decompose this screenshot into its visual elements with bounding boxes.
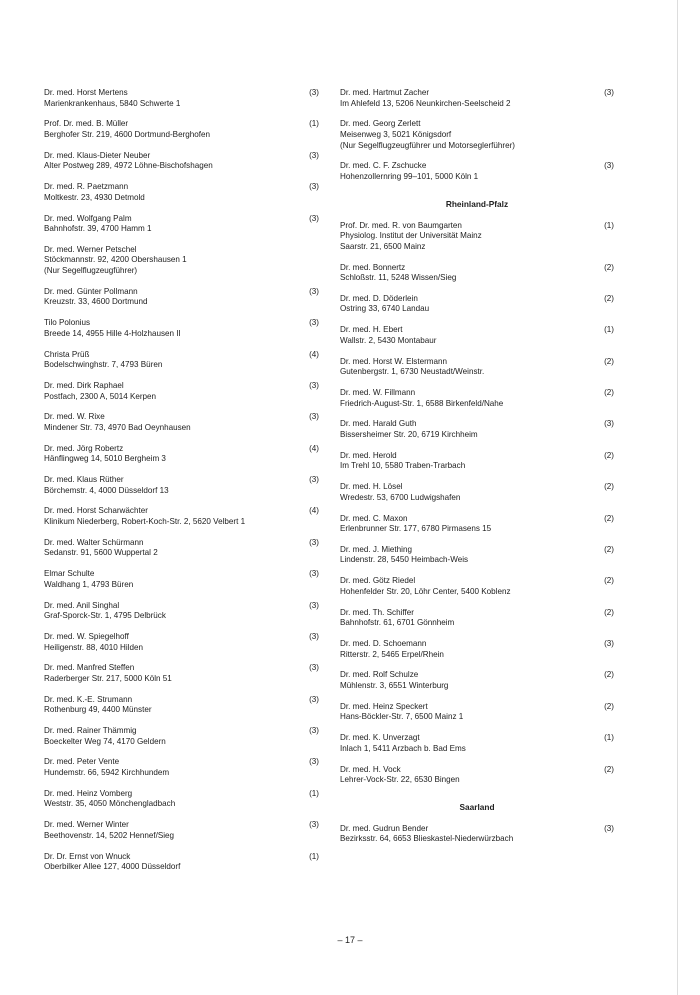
entry-address-line: Hohenzollernring 99–101, 5000 Köln 1 <box>340 171 479 181</box>
entry-code: (2) <box>604 764 614 774</box>
entry-name: Dr. med. Horst W. Elstermann <box>340 356 448 366</box>
directory-entry <box>340 88 614 109</box>
entry-name: Dr. med. H. Lösel <box>340 482 403 492</box>
directory-entry <box>340 325 614 346</box>
entry-address-line: Bahnhofstr. 61, 6701 Gönnheim <box>340 618 455 628</box>
entry-code: (3) <box>309 694 319 704</box>
entry-code: (4) <box>309 506 319 516</box>
entry-name: Dr. med. K. Unverzagt <box>340 733 420 743</box>
entry-address-line: Breede 14, 4955 Hille 4-Holzhausen II <box>44 328 181 338</box>
directory-entry <box>44 318 319 339</box>
entry-address-line: Meisenweg 3, 5021 Königsdorf <box>340 129 452 139</box>
entry-code: (3) <box>309 726 319 736</box>
entry-address-line: Berghofer Str. 219, 4600 Dortmund-Berghofen <box>44 129 211 139</box>
entry-code: (3) <box>309 150 319 160</box>
entry-name: Dr. med. W. Spiegelhoff <box>44 631 129 641</box>
entry-code: (1) <box>604 733 614 743</box>
entry-name: Tilo Polonius <box>44 318 91 328</box>
entry-address-line: Oberbilker Allee 127, 4000 Düsseldorf <box>44 862 181 872</box>
entry-code: (2) <box>604 670 614 680</box>
entry-address-line: Mühlenstr. 3, 6551 Winterburg <box>340 680 449 690</box>
entry-address-line: Lindenstr. 28, 5450 Heimbach-Weis <box>340 555 469 565</box>
directory-entry <box>44 412 319 433</box>
directory-entry <box>340 388 614 409</box>
entry-address-line: Waldhang 1, 4793 Büren <box>44 579 134 589</box>
directory-entry <box>44 287 319 308</box>
entry-code: (3) <box>309 182 319 192</box>
directory-entry <box>340 221 614 253</box>
entry-address-line: Friedrich-August-Str. 1, 6588 Birkenfeld/Nahe <box>340 398 504 408</box>
entry-address-line: Physiolog. Institut der Universität Mainz <box>340 231 482 241</box>
entry-address-line: Im Ahlefeld 13, 5206 Neunkirchen-Seelscheid 2 <box>340 98 511 108</box>
entry-code: (1) <box>309 788 319 798</box>
entry-code: (2) <box>604 701 614 711</box>
entry-code: (3) <box>309 600 319 610</box>
directory-entry <box>44 182 319 203</box>
entry-name: Christa Prüß <box>44 349 90 359</box>
entry-name: Dr. med. R. Paetzmann <box>44 182 129 192</box>
entry-address-line: Raderberger Str. 217, 5000 Köln 51 <box>44 673 172 683</box>
nrw-continued-list <box>340 88 614 183</box>
entry-name: Dr. med. Dirk Raphael <box>44 380 124 390</box>
entry-name: Dr. med. K.-E. Strumann <box>44 694 133 704</box>
entry-name: Dr. med. Hartmut Zacher <box>340 88 430 97</box>
directory-entry <box>340 545 614 566</box>
entry-code: (3) <box>309 475 319 485</box>
entry-code: (3) <box>604 639 614 648</box>
directory-entry <box>340 608 614 629</box>
entry-address-line: Inlach 1, 5411 Arzbach b. Bad Ems <box>340 743 466 753</box>
entry-address-line: Gutenbergstr. 1, 6730 Neustadt/Weinstr. <box>340 367 485 377</box>
entry-name: Dr. med. H. Vock <box>340 764 401 774</box>
directory-entry <box>44 475 319 496</box>
entry-name: Dr. med. Horst Mertens <box>44 88 128 97</box>
directory-entry <box>340 451 614 472</box>
directory-entry <box>340 824 614 845</box>
entry-code: (3) <box>309 537 319 547</box>
page-number: – 17 – <box>337 935 363 945</box>
right-column <box>340 88 614 855</box>
directory-entry <box>340 161 614 182</box>
directory-entry <box>340 702 614 723</box>
entry-address-line: Sedanstr. 91, 5600 Wuppertal 2 <box>44 548 158 558</box>
directory-entry <box>340 733 614 754</box>
entry-address-line: Postfach, 2300 A, 5014 Kerpen <box>44 391 157 401</box>
entry-address-line: Hänflingweg 14, 5010 Bergheim 3 <box>44 454 166 464</box>
entry-address-line: Schloßstr. 11, 5248 Wissen/Sieg <box>340 273 457 283</box>
entry-address-line: Hundemstr. 66, 5942 Kirchhundem <box>44 768 170 778</box>
entry-name: Dr. med. D. Schoemann <box>340 639 427 648</box>
entry-name: Dr. med. Manfred Steffen <box>44 663 135 673</box>
entry-name: Dr. med. Anil Singhal <box>44 600 120 610</box>
entry-code: (3) <box>309 631 319 641</box>
directory-entry <box>44 789 319 810</box>
entry-address-line: Bissersheimer Str. 20, 6719 Kirchheim <box>340 429 478 439</box>
entry-code: (3) <box>604 161 614 171</box>
section-heading-rheinland-pfalz: Rheinland-Pfalz <box>445 198 509 209</box>
entry-address-line: Hans-Böckler-Str. 7, 6500 Mainz 1 <box>340 712 464 722</box>
entry-code: (3) <box>309 757 319 767</box>
entry-address-line: Marienkrankenhaus, 5840 Schwerte 1 <box>44 98 181 108</box>
directory-entry <box>44 695 319 716</box>
entry-address-line: Im Trehl 10, 5580 Traben-Trarbach <box>340 461 466 471</box>
entry-name: Dr. med. Bonnertz <box>340 262 406 272</box>
section-heading-saarland: Saarland <box>459 801 495 812</box>
entry-address-line: Klinikum Niederberg, Robert-Koch-Str. 2, 5620 Velbert 1 <box>44 517 246 527</box>
directory-entry <box>340 765 614 786</box>
entry-address-line: (Nur Segelflugzeugführer und Motorseglerführer) <box>340 140 516 150</box>
entry-name: Dr. med. Werner Winter <box>44 820 129 830</box>
directory-entry <box>340 263 614 284</box>
entry-name: Dr. med. C. Maxon <box>340 513 408 523</box>
left-column <box>44 88 319 883</box>
directory-entry <box>340 639 614 660</box>
directory-entry <box>340 514 614 535</box>
entry-address-line: Ritterstr. 2, 5465 Erpel/Rhein <box>340 649 444 659</box>
entry-code: (2) <box>604 388 614 397</box>
entry-name: Dr. med. W. Rixe <box>44 412 105 422</box>
entry-name: Dr. med. Th. Schiffer <box>340 607 414 617</box>
directory-entry <box>44 569 319 590</box>
entry-address-line: Rothenburg 49, 4400 Münster <box>44 705 152 715</box>
entry-name: Dr. med. Walter Schürmann <box>44 537 144 547</box>
entry-name: Dr. med. Klaus-Dieter Neuber <box>44 150 151 160</box>
directory-entry <box>44 632 319 653</box>
entry-name: Dr. med. Georg Zerlett <box>340 119 421 129</box>
directory-entry <box>340 357 614 378</box>
directory-entry <box>44 506 319 527</box>
entry-code: (3) <box>309 318 319 328</box>
entry-code: (2) <box>604 293 614 303</box>
entry-name: Dr. med. Peter Vente <box>44 757 120 767</box>
entry-name: Dr. med. J. Miething <box>340 544 412 554</box>
entry-code: (3) <box>309 569 319 579</box>
entry-code: (3) <box>309 820 319 830</box>
entry-address-line: Lehrer-Vock-Str. 22, 6530 Bingen <box>340 775 460 785</box>
entry-name: Elmar Schulte <box>44 569 95 579</box>
entry-code: (2) <box>604 356 614 366</box>
entry-name: Dr. med. Gudrun Bender <box>340 823 429 833</box>
entry-code: (3) <box>309 380 319 390</box>
entry-code: (2) <box>604 482 614 492</box>
entry-name: Dr. Dr. Ernst von Wnuck <box>44 851 131 861</box>
entry-code: (3) <box>604 823 614 833</box>
entry-code: (4) <box>309 349 319 359</box>
entry-address-line: Wallstr. 2, 5430 Montabaur <box>340 335 437 345</box>
directory-entry <box>340 670 614 691</box>
saarland-list <box>340 824 614 845</box>
entry-address-line: Ostring 33, 6740 Landau <box>340 304 430 314</box>
entry-code: (3) <box>604 419 614 429</box>
directory-entry <box>44 88 319 109</box>
entry-address-line: Bahnhofstr. 39, 4700 Hamm 1 <box>44 224 152 234</box>
entry-name: Dr. med. Klaus Rüther <box>44 475 124 485</box>
entry-address-line: Bodelschwinghstr. 7, 4793 Büren <box>44 360 163 370</box>
entry-name: Prof. Dr. med. B. Müller <box>44 119 129 129</box>
directory-entry <box>44 151 319 172</box>
directory-entry <box>44 663 319 684</box>
entry-code: (1) <box>309 119 319 129</box>
entry-address-line: (Nur Segelflugzeugführer) <box>44 266 138 276</box>
directory-entry <box>44 119 319 140</box>
entry-address-line: Mindener Str. 73, 4970 Bad Oeynhausen <box>44 422 191 432</box>
directory-entry <box>44 852 319 873</box>
directory-entry <box>44 214 319 235</box>
entry-address-line: Beethovenstr. 14, 5202 Hennef/Sieg <box>44 830 175 840</box>
entry-address-line: Alter Postweg 289, 4972 Löhne-Bischofshagen <box>44 161 213 171</box>
entry-address-line: Weststr. 35, 4050 Mönchengladbach <box>44 799 176 809</box>
entry-address-line: Stöckmannstr. 92, 4200 Obershausen 1 <box>44 255 187 265</box>
entry-name: Dr. med. Rolf Schulze <box>340 670 419 680</box>
directory-entry <box>44 726 319 747</box>
entry-name: Dr. med. Herold <box>340 450 397 460</box>
entry-address-line: Bezirksstr. 64, 6653 Blieskastel-Niederwürzbach <box>340 834 514 844</box>
entry-code: (2) <box>604 607 614 617</box>
entry-name: Dr. med. Heinz Speckert <box>340 701 428 711</box>
entry-code: (3) <box>309 412 319 422</box>
entry-code: (3) <box>604 88 614 97</box>
page-edge-line <box>677 0 678 995</box>
entry-name: Dr. med. W. Fillmann <box>340 388 416 397</box>
entry-name: Dr. med. Wolfgang Palm <box>44 213 132 223</box>
entry-address-line: Saarstr. 21, 6500 Mainz <box>340 241 426 251</box>
entry-name: Prof. Dr. med. R. von Baumgarten <box>340 220 462 230</box>
entry-name: Dr. med. D. Döderlein <box>340 293 418 303</box>
directory-entry <box>44 757 319 778</box>
entry-code: (3) <box>309 663 319 673</box>
entry-address-line: Erlenbrunner Str. 177, 6780 Pirmasens 15 <box>340 524 492 534</box>
entry-code: (3) <box>309 286 319 296</box>
entry-code: (2) <box>604 450 614 460</box>
entry-code: (3) <box>309 213 319 223</box>
entry-address-line: Hohenfelder Str. 20, Löhr Center, 5400 Koblenz <box>340 586 511 596</box>
entry-name: Dr. med. Horst Scharwächter <box>44 506 148 516</box>
directory-entry <box>44 381 319 402</box>
directory-entry <box>44 601 319 622</box>
entry-code: (3) <box>309 88 319 97</box>
directory-entry <box>340 482 614 503</box>
entry-name: Dr. med. Werner Petschel <box>44 244 137 254</box>
entry-name: Dr. med. H. Ebert <box>340 325 403 335</box>
directory-entry <box>340 294 614 315</box>
entry-code: (2) <box>604 576 614 586</box>
directory-entry <box>44 245 319 277</box>
entry-code: (2) <box>604 262 614 272</box>
entry-name: Dr. med. Günter Pollmann <box>44 286 138 296</box>
rheinland-pfalz-list <box>340 221 614 786</box>
directory-entry <box>340 419 614 440</box>
entry-address-line: Graf-Sporck-Str. 1, 4795 Delbrück <box>44 611 166 621</box>
directory-entry <box>340 576 614 597</box>
entry-address-line: Moltkestr. 23, 4930 Detmold <box>44 192 145 202</box>
directory-entry <box>44 538 319 559</box>
entry-code: (2) <box>604 513 614 523</box>
directory-entry <box>340 119 614 151</box>
entry-name: Dr. med. Rainer Thämmig <box>44 726 137 736</box>
entry-code: (1) <box>604 220 614 230</box>
entry-code: (1) <box>604 325 614 335</box>
entry-address-line: Kreuzstr. 33, 4600 Dortmund <box>44 297 148 307</box>
entry-name: Dr. med. Jörg Robertz <box>44 443 124 453</box>
entry-name: Dr. med. Götz Riedel <box>340 576 416 586</box>
entry-code: (2) <box>604 544 614 554</box>
entry-name: Dr. med. Heinz Vomberg <box>44 788 133 798</box>
directory-entry <box>44 820 319 841</box>
entry-code: (4) <box>309 443 319 453</box>
directory-entry <box>44 350 319 371</box>
entry-address-line: Wredestr. 53, 6700 Ludwigshafen <box>340 492 461 502</box>
directory-entry <box>44 444 319 465</box>
entry-code: (1) <box>309 851 319 861</box>
entry-address-line: Börchemstr. 4, 4000 Düsseldorf 13 <box>44 485 169 495</box>
entry-name: Dr. med. Harald Guth <box>340 419 417 429</box>
entry-address-line: Boeckelter Weg 74, 4170 Geldern <box>44 736 166 746</box>
entry-address-line: Heiligenstr. 88, 4010 Hilden <box>44 642 143 652</box>
entry-name: Dr. med. C. F. Zschucke <box>340 161 427 171</box>
